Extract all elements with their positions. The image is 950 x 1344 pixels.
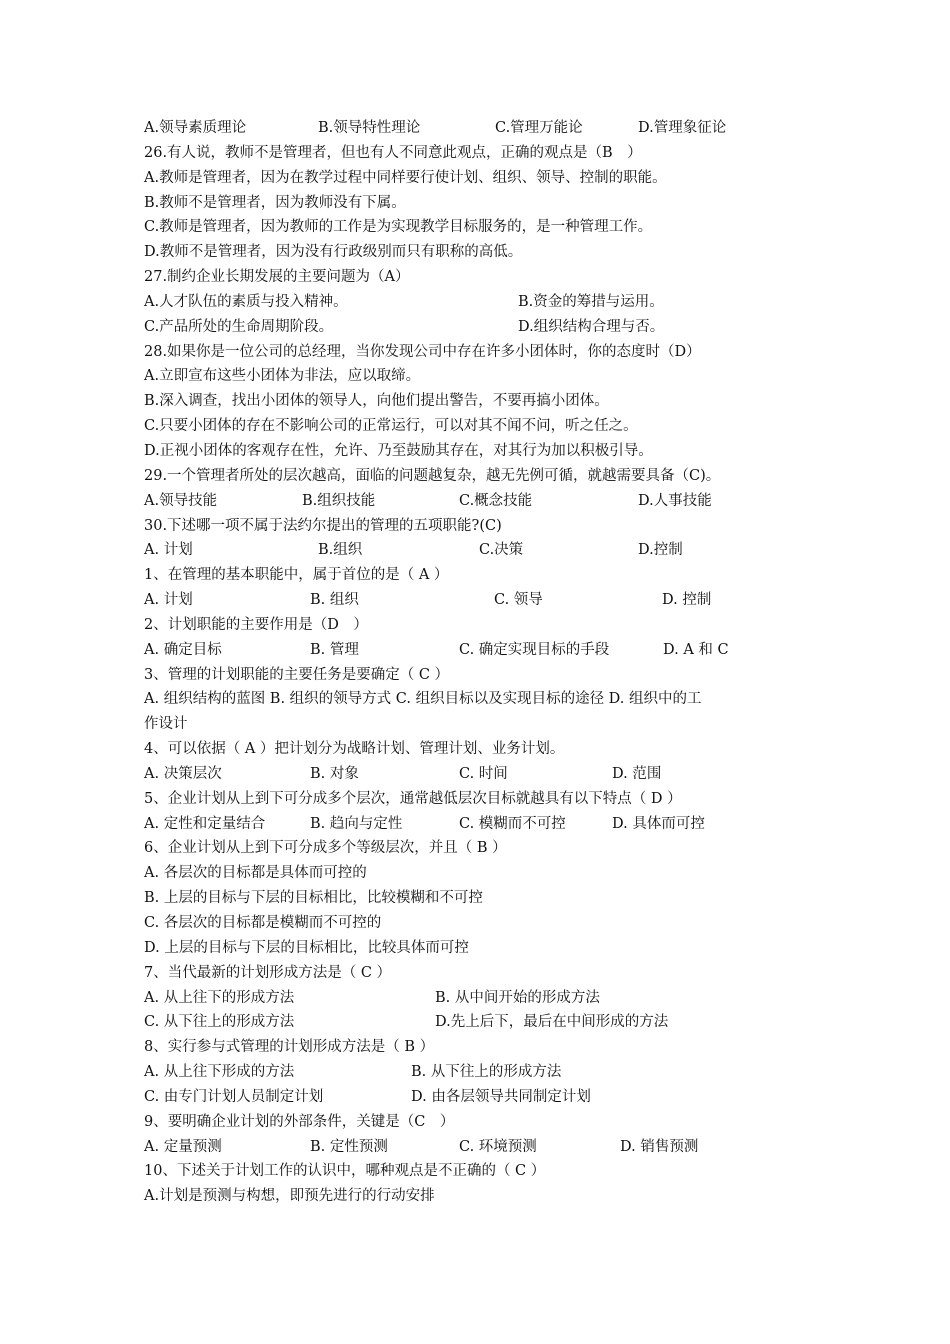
answer-option: D.管理象征论 <box>638 120 727 136</box>
answer-option: A. 决策层次 <box>144 765 222 782</box>
answer-option: D. 由各层领导共同制定计划 <box>411 1088 591 1105</box>
question-text: 10、下述关于计划工作的认识中，哪种观点是不正确的（ C ） <box>144 1163 546 1180</box>
question-text: A. 组织结构的蓝图 B. 组织的领导方式 C. 组织目标以及实现目标的途径 D. 组织中的工 <box>144 691 702 708</box>
text-line <box>144 191 819 216</box>
question-text: 1、在管理的基本职能中，属于首位的是（ A ） <box>144 567 449 584</box>
text-line <box>144 812 819 837</box>
answer-option: C.产品所处的生命周期阶段。 <box>144 318 334 335</box>
answer-option: B. 定性预测 <box>310 1138 388 1155</box>
answer-option: A. 从上往下形成的方法 <box>144 1064 295 1081</box>
question-text: 27.制约企业长期发展的主要问题为（A） <box>144 269 410 286</box>
answer-option: C. 确定实现目标的手段 <box>459 641 610 658</box>
answer-option: B. 组织 <box>310 592 359 609</box>
question-text: B. 上层的目标与下层的目标相比，比较模糊和不可控 <box>144 890 483 907</box>
text-line <box>144 389 819 414</box>
text-line <box>144 787 819 812</box>
question-text: 6、企业计划从上到下可分成多个等级层次，并且（ B ） <box>144 840 507 857</box>
text-line <box>144 1135 819 1160</box>
answer-option: D.先上后下，最后在中间形成的方法 <box>435 1014 669 1031</box>
answer-option: B. 趋向与定性 <box>310 815 403 832</box>
text-line <box>144 613 819 638</box>
question-text: 7、当代最新的计划形成方法是（ C ） <box>144 964 392 981</box>
answer-option: D. 范围 <box>612 765 662 782</box>
text-line <box>144 911 819 936</box>
answer-option: D. 具体而可控 <box>612 815 705 832</box>
answer-option: B.组织 <box>318 542 363 559</box>
question-text: C. 各层次的目标都是模糊而不可控的 <box>144 915 382 931</box>
text-line <box>144 538 819 563</box>
answer-option: D. 控制 <box>662 592 712 609</box>
answer-option: A. 定量预测 <box>144 1138 222 1155</box>
text-line <box>144 762 819 787</box>
text-line <box>144 364 819 389</box>
answer-option: C.概念技能 <box>459 492 533 509</box>
text-line <box>144 240 819 265</box>
text-line <box>144 861 819 886</box>
answer-option: B. 从中间开始的形成方法 <box>435 989 600 1006</box>
text-line <box>144 1159 819 1184</box>
answer-option: B. 对象 <box>310 765 359 782</box>
question-text: A.立即宣布这些小团体为非法，应以取缔。 <box>144 368 421 385</box>
text-line <box>144 464 819 489</box>
answer-option: D.控制 <box>638 542 683 559</box>
text-line <box>144 1085 819 1110</box>
text-line <box>144 116 819 141</box>
answer-option: C. 时间 <box>459 765 508 782</box>
question-text: A.教师是管理者，因为在教学过程中同样要行使计划、组织、领导、控制的职能。 <box>144 169 667 186</box>
text-line <box>144 1060 819 1085</box>
text-line <box>144 936 819 961</box>
question-text: B.深入调查，找出小团体的领导人，向他们提出警告，不要再搞小团体。 <box>144 393 609 410</box>
text-line <box>144 290 819 315</box>
question-text: 9、要明确企业计划的外部条件，关键是（C ） <box>144 1113 455 1130</box>
text-line <box>144 663 819 688</box>
text-line <box>144 1035 819 1060</box>
answer-option: C. 由专门计划人员制定计划 <box>144 1088 324 1105</box>
text-line <box>144 1010 819 1035</box>
answer-option: A. 定性和定量结合 <box>144 815 266 832</box>
answer-option: A. 计划 <box>144 592 193 609</box>
answer-option: B.资金的筹措与运用。 <box>518 293 664 310</box>
answer-option: B.领导特性理论 <box>318 120 421 136</box>
answer-option: D. A 和 C <box>663 641 729 658</box>
text-line <box>144 340 819 365</box>
text-line <box>144 712 819 737</box>
answer-option: A.领导技能 <box>144 492 218 509</box>
text-line <box>144 489 819 514</box>
answer-option: C. 领导 <box>494 592 543 609</box>
text-line <box>144 141 819 166</box>
text-line <box>144 961 819 986</box>
question-text: C.只要小团体的存在不影响公司的正常运行，可以对其不闻不问，听之任之。 <box>144 418 638 435</box>
question-text: 28.如果你是一位公司的总经理，当你发现公司中存在许多小团体时，你的态度时（D） <box>144 343 701 360</box>
answer-option: B. 从下往上的形成方法 <box>411 1064 562 1081</box>
answer-option: C. 环境预测 <box>459 1138 537 1155</box>
text-line <box>144 836 819 861</box>
question-text: D.正视小团体的客观存在性，允许、乃至鼓励其存在，对其行为加以积极引导。 <box>144 442 653 459</box>
question-text: A. 各层次的目标都是具体而可控的 <box>144 865 367 882</box>
answer-option: C. 模糊而不可控 <box>459 815 566 832</box>
text-line <box>144 986 819 1011</box>
question-text: 26.有人说，教师不是管理者，但也有人不同意此观点，正确的观点是（B ） <box>144 144 642 161</box>
question-text-body <box>144 116 819 1209</box>
text-line <box>144 439 819 464</box>
question-text: A.计划是预测与构想，即预先进行的行动安排 <box>144 1188 435 1205</box>
question-text: 5、企业计划从上到下可分成多个层次，通常越低层次目标就越具有以下特点（ D ） <box>144 790 682 807</box>
question-text: B.教师不是管理者，因为教师没有下属。 <box>144 194 406 211</box>
answer-option: D. 销售预测 <box>620 1138 699 1155</box>
question-text: C.教师是管理者，因为教师的工作是为实现教学目标服务的，是一种管理工作。 <box>144 219 653 236</box>
answer-option: B. 管理 <box>310 641 359 658</box>
text-line <box>144 563 819 588</box>
answer-option: A.领导素质理论 <box>144 120 247 136</box>
answer-option: A.人才队伍的素质与投入精神。 <box>144 293 348 310</box>
question-text: 作设计 <box>144 716 188 733</box>
text-line <box>144 1184 819 1209</box>
answer-option: D.组织结构合理与否。 <box>518 318 665 335</box>
answer-option: A. 确定目标 <box>144 641 222 658</box>
question-text: D. 上层的目标与下层的目标相比，比较具体而可控 <box>144 939 469 956</box>
text-line <box>144 315 819 340</box>
answer-option: B.组织技能 <box>302 492 376 509</box>
text-line <box>144 1110 819 1135</box>
text-line <box>144 414 819 439</box>
answer-option: A. 计划 <box>144 542 193 559</box>
text-line <box>144 265 819 290</box>
question-text: 8、实行参与式管理的计划形成方法是（ B ） <box>144 1039 435 1056</box>
answer-option: C.决策 <box>479 542 524 559</box>
answer-option: C. 从下往上的形成方法 <box>144 1014 295 1031</box>
answer-option: D.人事技能 <box>638 492 712 509</box>
question-text: 4、可以依据（ A ）把计划分为战略计划、管理计划、业务计划。 <box>144 741 565 758</box>
question-text: 29.一个管理者所处的层次越高，面临的问题越复杂，越无先例可循，就越需要具备（C)。 <box>144 467 721 484</box>
text-line <box>144 514 819 539</box>
question-text: 2、计划职能的主要作用是（D ） <box>144 616 368 633</box>
text-line <box>144 886 819 911</box>
text-line <box>144 638 819 663</box>
text-line <box>144 687 819 712</box>
question-text: 3、管理的计划职能的主要任务是要确定（ C ） <box>144 666 450 683</box>
question-text: 30.下述哪一项不属于法约尔提出的管理的五项职能?(C) <box>144 517 502 534</box>
answer-option: C.管理万能论 <box>495 120 583 136</box>
text-line <box>144 737 819 762</box>
text-line <box>144 588 819 613</box>
question-text: D.教师不是管理者，因为没有行政级别而只有职称的高低。 <box>144 244 523 261</box>
text-line <box>144 166 819 191</box>
text-line <box>144 215 819 240</box>
answer-option: A. 从上往下的形成方法 <box>144 989 295 1006</box>
